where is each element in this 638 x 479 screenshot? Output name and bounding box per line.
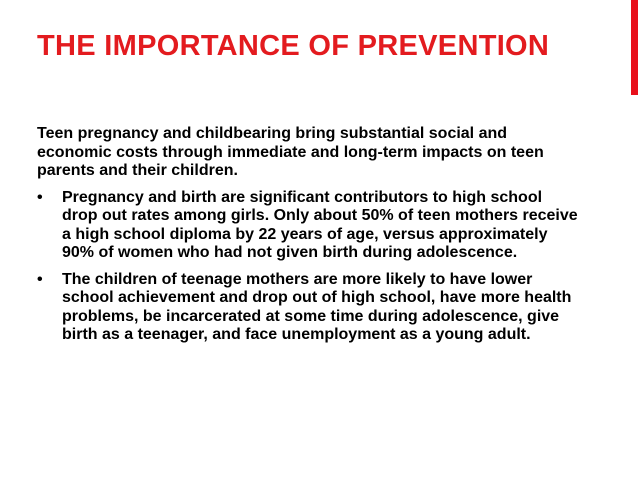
slide-body [37,125,582,353]
bullet-marker: • [37,188,43,206]
bullet-marker: • [37,270,43,288]
intro-paragraph: Teen pregnancy and childbearing bring substantial social and economic costs through immediate and long-term impacts on teen parents and their children. [37,125,544,179]
bullet-text: The children of teenage mothers are more likely to have lower school achievement and drop out of high school, have more health problems, be incarcerated at some time during adolescence, give birth as a teenager, and face unemployment as a young adult. [62,270,572,343]
accent-bar [631,0,638,95]
bullet-list [37,189,582,345]
bullet-item [37,189,582,263]
bullet-item [37,271,582,345]
slide-title: THE IMPORTANCE OF PREVENTION [37,30,550,62]
bullet-text: Pregnancy and birth are significant contributors to high school drop out rates among girls. Only about 50% of teen mothers receive a high school diploma by 22 years of age, versus approximately 90% of women who had not given birth during adolescence. [62,188,578,261]
